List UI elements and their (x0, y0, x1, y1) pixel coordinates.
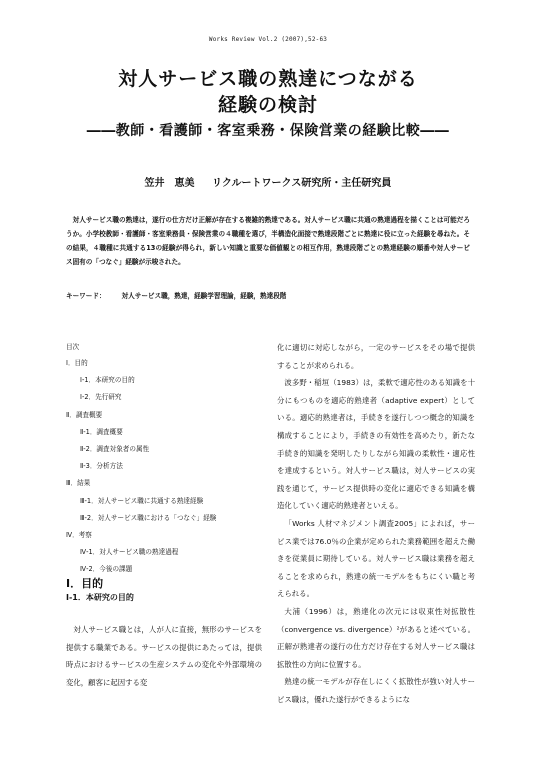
journal-header: Works Review Vol.2 (2007),52-63 (208, 36, 328, 43)
body-paragraph: 「Works 人材マネジメント調査2005」によれば，サービス業では76.0％の企業が定められた業務範囲を超えた働きを従業員に期待している。対人サービス職は業務を超えることを求められ，熟達の統一モデルをもちにくい職と考えられる。 (277, 518, 475, 599)
toc-item: Ⅲ．結果 (66, 479, 91, 488)
toc-item: Ⅰ．目的 (66, 359, 88, 367)
paper-subtitle: ――教師・看護師・客室乗務・保険営業の経験比較―― (86, 123, 450, 139)
paper-title-line-1: 対人サービス職の熟達につながる (118, 68, 418, 90)
keywords (66, 290, 470, 300)
author-name: 笠井 恵美 (144, 178, 195, 189)
toc-item: Ⅲ-1．対人サービス職に共通する熟達経験 (80, 496, 204, 505)
body-paragraph: 対人サービス職とは，人が人に直接，無形のサービスを提供する職業である。サービスの提供にあたっては，提供時点におけるサービスの生産システムの変化や外部環境の変化，顧客に起因する変 (66, 625, 262, 687)
left-column-toc (66, 339, 262, 578)
toc-item: Ⅱ-2．調査対象者の属性 (80, 444, 150, 453)
keywords-label: キーワード： (66, 292, 106, 300)
body-paragraph: 化に適切に対応しながら，一定のサービスをその場で提供することが求められる。 (277, 343, 475, 370)
author-line (0, 174, 536, 189)
keywords-text: 対人サービス職，熟達，経験学習理論，経験，熟達段階 (121, 292, 287, 300)
toc-item: Ⅰ-2．先行研究 (80, 393, 122, 402)
toc-item: Ⅱ-1．調査概要 (80, 427, 123, 436)
toc-item: Ⅳ-2．今後の課題 (80, 565, 133, 574)
author-affiliation: リクルートワークス研究所・主任研究員 (212, 178, 392, 189)
paper-title-line-2: 経験の検討 (217, 94, 318, 116)
right-column-body (277, 339, 475, 708)
section-heading: Ⅰ．目的 (66, 577, 104, 590)
toc-item: Ⅱ-3．分析方法 (80, 462, 123, 471)
body-paragraph: 大浦（1996）は，熟達化の次元には収束性対拡散性（convergence vs. divergence）²があると述べている。正解が熟達者の遂行の仕方だけ存在する対人サービス職は拡散性の方向に位置する。 (277, 606, 475, 669)
toc-item: Ⅱ．調査概要 (66, 410, 103, 419)
toc-item: Ⅰ-1．本研究の目的 (80, 376, 135, 385)
abstract: 対人サービス職の熟達は，遂行の仕方だけ正解が存在する複雑的熟達である。対人サービス職に共通の熟達過程を描くことは可能だろうか。小学校教師・看護師・客室乗務員・保険営業の４職種を選び，半構造化面接で熟達段階ごとに熟達に役に立った経験を尋ねた。その結果，４職種に共通する13の経験が得られ，新しい知識と重要な価値観との相互作用，熟達段階ごとの熟達経験の順番や対人サービス固有の「つなぐ」経験が示唆された。 (66, 216, 470, 266)
subsection-heading: Ⅰ-1．本研究の目的 (66, 593, 134, 602)
toc-item: Ⅳ．考察 (66, 530, 92, 539)
body-paragraph: 熟達の統一モデルが存在しにくく拡散性が強い対人サービス職は，優れた遂行ができるようにな (277, 677, 475, 704)
body-paragraph: 波多野・稲垣（1983）は，柔軟で適応性のある知識を十分にもつものを適応的熟達者（adaptive expert）としている。適応的熟達者は，手続きを遂行しつつ概念的知識を構成することにより，手続きの有効性を高めたり，新たな手続き的知識を発明したりしながら知識の柔軟性・適応性を達成するという。対人サービス職は，対人サービスの実践を通じて，サービス提供時の変化に適応できる知識を構造化していく適応的熟達者といえる。 (277, 378, 475, 511)
toc-item: Ⅲ-2．対人サービス職における「つなぐ」経験 (80, 513, 217, 522)
toc-item: Ⅳ-1．対人サービス職の熟達過程 (80, 548, 179, 557)
toc-heading: 目次 (66, 343, 80, 351)
